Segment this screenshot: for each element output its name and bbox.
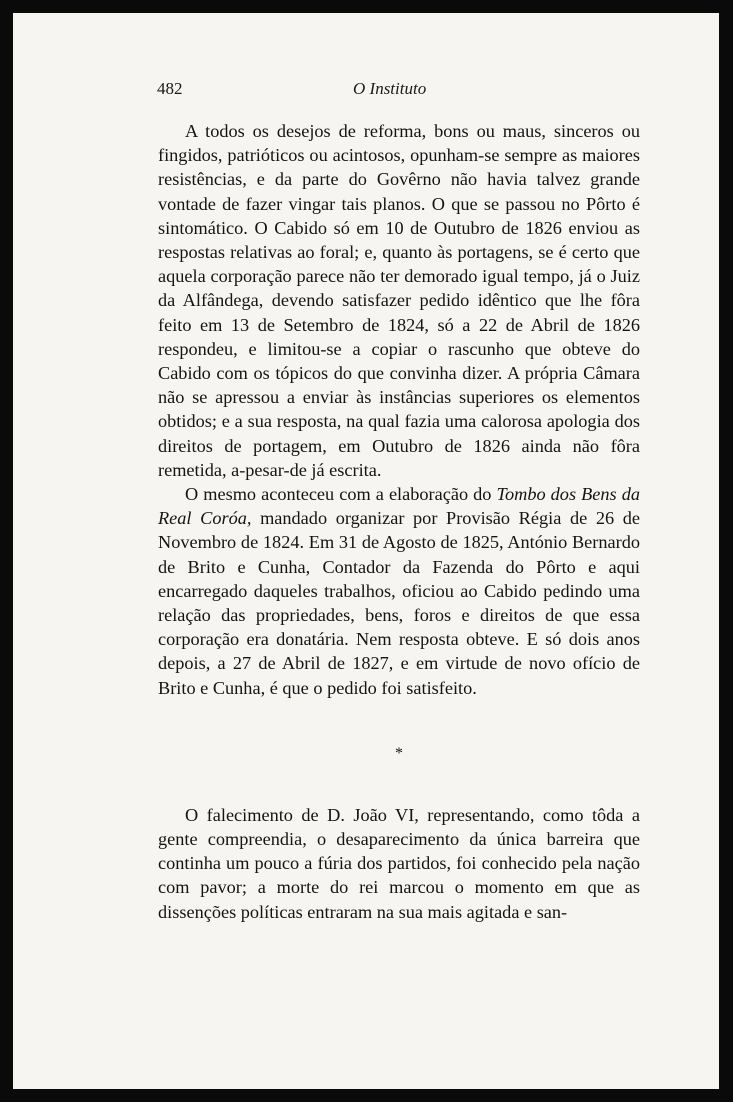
book-title: Tombo dos Bens da Real Coróa, xyxy=(158,484,640,529)
book-page xyxy=(13,13,719,1089)
section-divider-asterisk: * xyxy=(395,744,403,762)
running-title: O Instituto xyxy=(353,79,427,98)
paragraph-2-end: mandado organizar por Provisão Régia de 26 de Novembro de 1824. Em 31 de Agosto de 1825, António Bernardo de Brito e Cunha, Contador da Fazenda do Pôrto e aqui encarregado daqueles trabalhos, oficiou ao Cabido pedindo uma relação das propriedades, bens, foros e direitos de que essa corporação era donatária. Nem resposta obteve. E só dois anos depois, a 27 de Abril de 1827, e em virtude de novo ofício de Brito e Cunha, é que o pedido foi satisfeito. xyxy=(158,508,640,698)
paragraph-1: A todos os desejos de reforma, bons ou maus, sinceros ou fingidos, patrióticos ou acintosos, opunham-se sempre as maiores resistências, e da parte do Govêrno não havia talvez grande vontade de fazer vingar tais planos. O que se passou no Pôrto é sintomático. O Cabido só em 10 de Outubro de 1826 enviou as respostas relativas ao foral; e, quanto às portagens, se é certo que aquela corporação parece não ter demorado igual tempo, já o Juiz da Alfândega, devendo satisfazer pedido idêntico que lhe fôra feito em 13 de Setembro de 1824, só a 22 de Abril de 1826 respondeu, e limitou-se a copiar o rascunho que obteve do Cabido com os tópicos do que convinha dizer. A própria Câmara não se apressou a enviar às instâncias superiores os elementos obtidos; e a sua resposta, na qual fazia uma calorosa apologia dos direitos de portagem, em Outubro de 1826 ainda não fôra remetida, a-pesar-de já escrita. xyxy=(158,121,640,480)
page-number: 482 xyxy=(157,79,183,98)
body-text xyxy=(158,119,640,924)
paragraph-2-start: O mesmo aconteceu com a elaboração do xyxy=(185,484,497,505)
paragraph-3: O falecimento de D. João VI, representando, como tôda a gente compreendia, o desaparecimento da única barreira que continha um pouco a fúria dos partidos, foi conhecido pela nação com pavor; a morte do rei marcou o momento em que as dissenções políticas entraram na sua mais agitada e san- xyxy=(158,804,640,922)
paragraph-2 xyxy=(158,482,640,700)
